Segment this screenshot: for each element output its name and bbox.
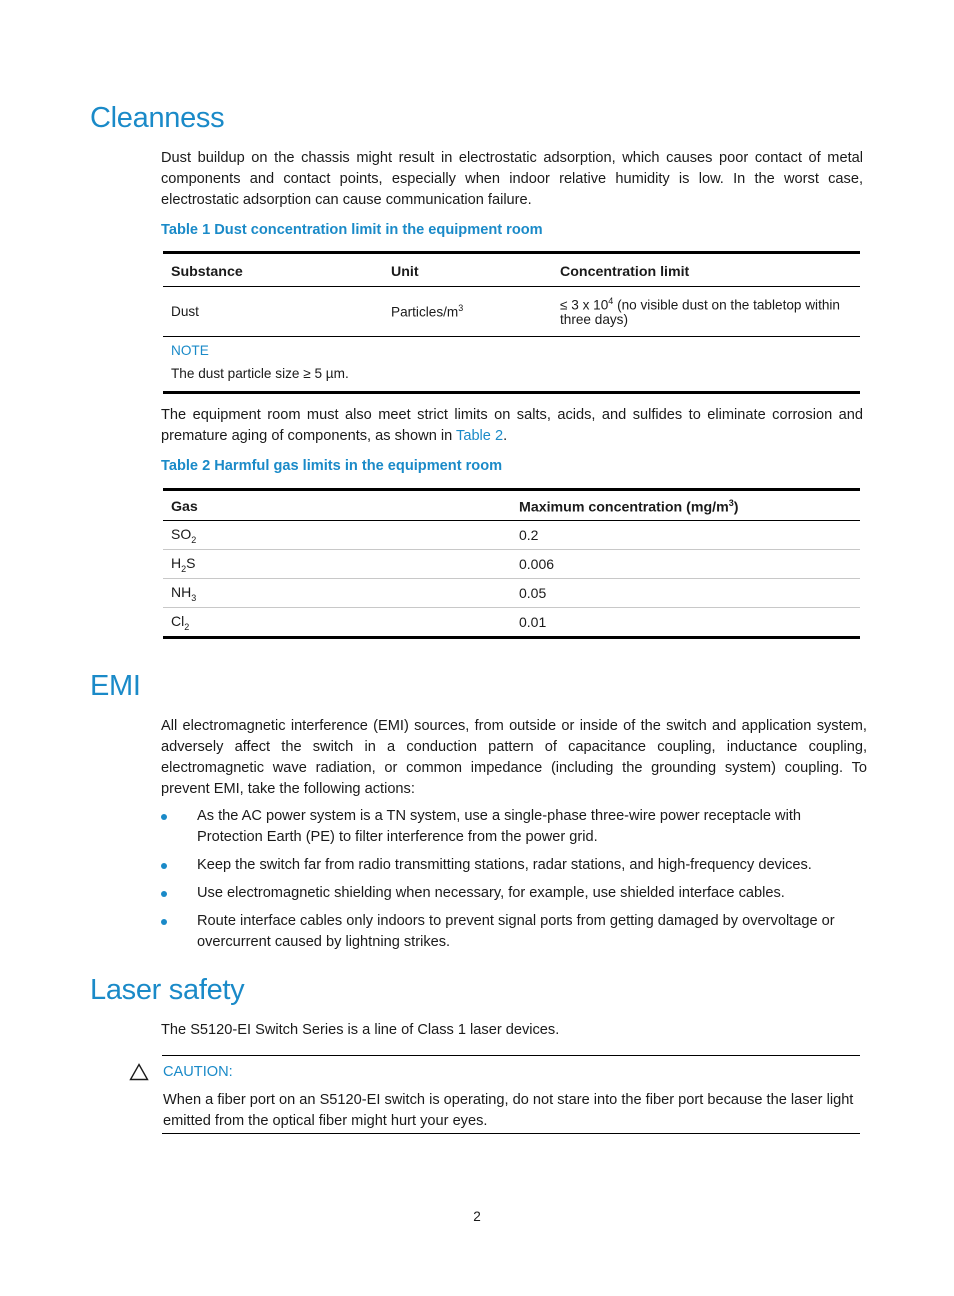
- table-row: [163, 608, 860, 638]
- note-label: NOTE: [171, 343, 209, 358]
- caution-text: When a fiber port on an S5120-EI switch is operating, do not stare into the fiber port because the laser light emitted from the optical fiber might hurt your eyes.: [163, 1092, 854, 1129]
- emi-actions-list: [161, 806, 865, 960]
- gas-value: 0.05: [511, 579, 860, 608]
- table1-caption: Table 1 Dust concentration limit in the equipment room: [161, 222, 543, 238]
- table1-header-substance: Substance: [163, 253, 383, 287]
- cleanness-intro: Dust buildup on the chassis might result in electrostatic adsorption, which causes poor contact of metal components and contact points, especially when indoor relative humidity is low. In the worst case, electrostatic adsorption can cause communication failure.: [161, 150, 863, 208]
- dust-limit-table: [163, 251, 860, 394]
- table-row: [163, 579, 860, 608]
- table1-cell-substance: Dust: [163, 287, 383, 337]
- section-heading-cleanness: Cleanness: [90, 102, 225, 134]
- list-item: Route interface cables only indoors to prevent signal ports from getting damaged by overvoltage or overcurrent caused by lightning strikes.: [161, 911, 865, 953]
- list-item: As the AC power system is a TN system, use a single-phase three-wire power receptacle with Protection Earth (PE) to filter interference from the power grid.: [161, 806, 865, 848]
- table-row: [163, 521, 860, 550]
- table-row: [163, 287, 860, 337]
- table2-caption: Table 2 Harmful gas limits in the equipment room: [161, 458, 503, 474]
- laser-intro: The S5120-EI Switch Series is a line of Class 1 laser devices.: [161, 1022, 560, 1038]
- table2-link[interactable]: Table 2: [456, 428, 504, 444]
- gas-intro: The equipment room must also meet strict limits on salts, acids, and sulfides to eliminate corrosion and premature aging of components, as shown in Table 2.: [161, 407, 863, 444]
- bullet-icon: [161, 814, 167, 820]
- caution-triangle-icon: [129, 1063, 149, 1081]
- gas-value: 0.2: [511, 521, 860, 550]
- table1-header-limit: Concentration limit: [552, 253, 860, 287]
- caution-label: CAUTION:: [163, 1064, 233, 1080]
- gas-value: 0.006: [511, 550, 860, 579]
- bullet-icon: [161, 863, 167, 869]
- table2-header-max: Maximum concentration $(mg/m^3)$: [511, 490, 860, 521]
- caution-box: [162, 1055, 860, 1134]
- table-row: [163, 550, 860, 579]
- harmful-gas-table: [163, 488, 860, 639]
- table1-header-unit: Unit: [383, 253, 552, 287]
- emi-intro: All electromagnetic interference (EMI) sources, from outside or inside of the switch and application system, adversely affect the switch in a conduction pattern of capacitance coupling, inductance coupling, electromagnetic wave radiation, or common impedance (including the grounding system) coupling. To prevent EMI, take the following actions:: [161, 718, 867, 797]
- gas-name: $Cl_2$: [171, 612, 190, 632]
- table1-note-row: [163, 337, 860, 393]
- section-heading-emi: EMI: [90, 670, 141, 702]
- gas-name: $NH_3$: [163, 579, 511, 608]
- table1-cell-limit: ≤ 3 x $10^4$ (no visible dust on the tabletop within three days): [552, 287, 860, 337]
- bullet-icon: [161, 919, 167, 925]
- note-text: The dust particle size ≥ 5 µm.: [171, 366, 349, 381]
- list-item: Keep the switch far from radio transmitting stations, radar stations, and high-frequency devices.: [161, 855, 865, 876]
- list-item: Use electromagnetic shielding when necessary, for example, use shielded interface cables.: [161, 883, 865, 904]
- gas-name: $H_2S$: [163, 550, 511, 579]
- section-heading-laser-safety: Laser safety: [90, 974, 245, 1006]
- table2-header-gas: Gas: [163, 490, 511, 521]
- table1-cell-unit: Particles/$m^3$: [383, 287, 552, 337]
- gas-value: 0.01: [519, 614, 547, 630]
- bullet-icon: [161, 891, 167, 897]
- gas-name: $SO_2$: [163, 521, 511, 550]
- page-number: 2: [473, 1209, 481, 1224]
